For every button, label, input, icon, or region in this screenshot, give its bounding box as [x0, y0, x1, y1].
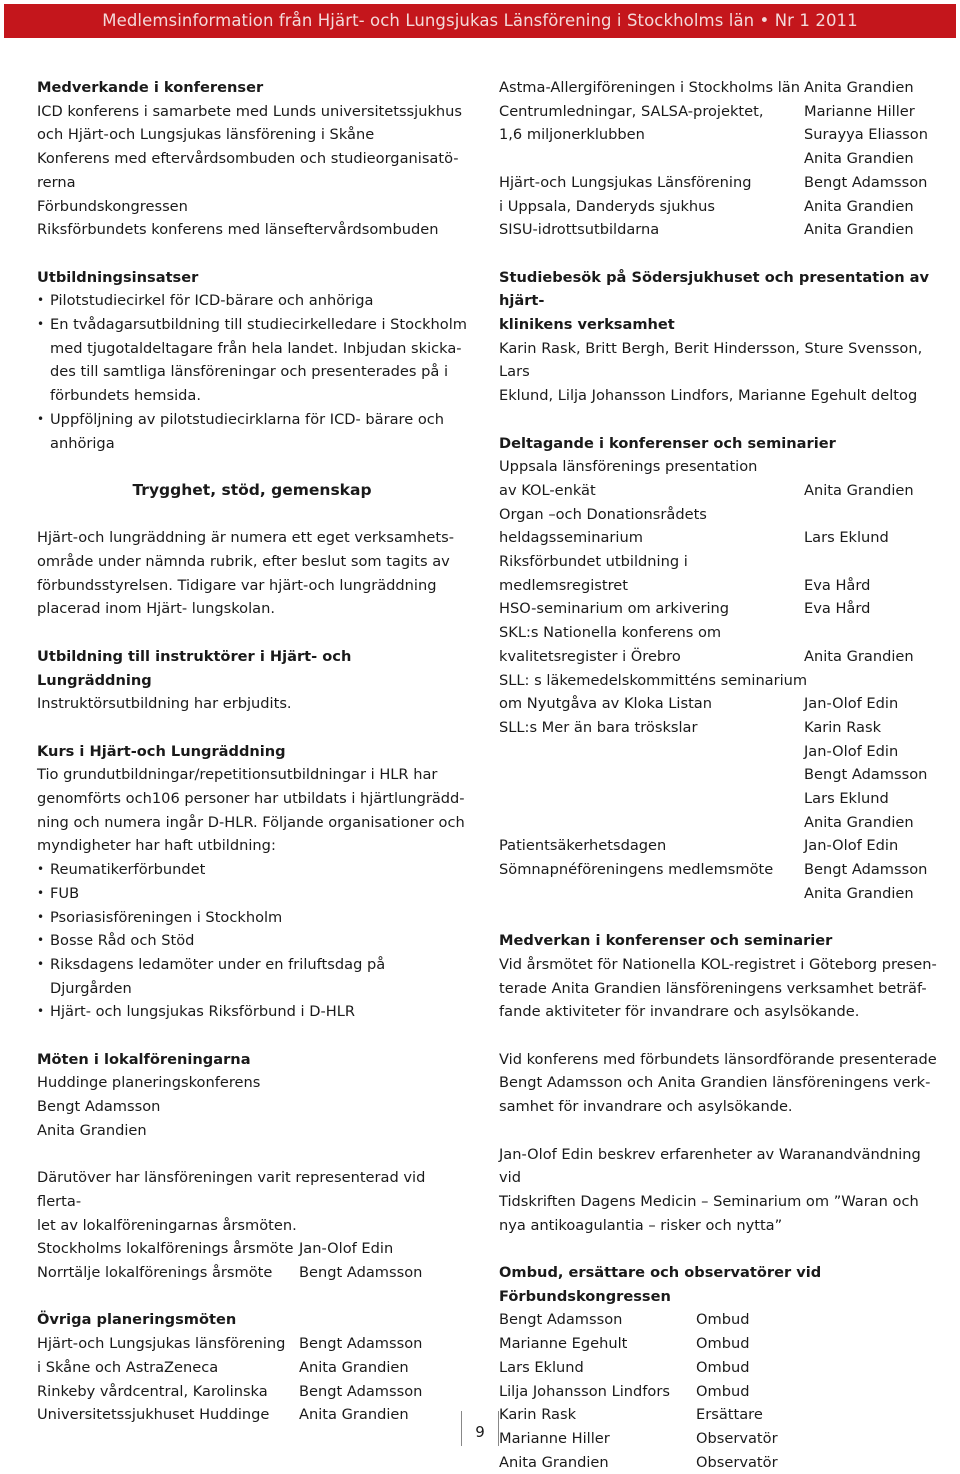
publication-title: Medlemsinformation från Hjärt- och Lungsjukas Länsförening i Stockholms län • Nr 1 2011	[102, 11, 858, 30]
row-label: Stockholms lokalförenings årsmöte	[37, 1240, 294, 1258]
table-row	[499, 1451, 939, 1474]
text-line: myndigheter har haft utbildning:	[37, 837, 276, 855]
left-column	[37, 76, 467, 1427]
bullet-continuation: med tjugotaldeltagare från hela landet. Inbjudan skicka-	[50, 339, 462, 357]
row-label: Karin Rask	[499, 1406, 577, 1424]
table-row	[499, 123, 939, 147]
text-line: Instruktörsutbildning har erbjudits.	[37, 695, 292, 713]
text-line: Anita Grandien	[37, 1121, 147, 1139]
row-label: SISU-idrottsutbildarna	[499, 221, 660, 239]
row-label: 1,6 miljonerklubben	[499, 126, 645, 144]
row-label: Marianne Egehult	[499, 1335, 628, 1353]
page-number-divider-left	[461, 1411, 462, 1446]
table-row	[37, 1380, 467, 1404]
section-heading-deltagande: Deltagande i konferenser och seminarier	[499, 434, 836, 452]
text-line: terade Anita Grandien länsföreningens verksamhet beträf-	[499, 979, 927, 997]
table-row	[499, 1308, 939, 1332]
row-label: Lars Eklund	[499, 1358, 584, 1376]
table-row	[499, 645, 939, 669]
section-heading-studiebesok: Studiebesök på Södersjukhuset och presentation av hjärt-	[499, 268, 930, 310]
row-label: kvalitetsregister i Örebro	[499, 647, 681, 665]
section-heading-medverkande: Medverkande i konferenser	[37, 79, 264, 96]
text-line: fande aktiviteter för invandrare och asylsökande.	[499, 1003, 860, 1021]
section-heading-kurs: Kurs i Hjärt-och Lungräddning	[37, 742, 286, 760]
row-value: Ersättare	[696, 1406, 763, 1424]
row-value: Anita Grandien	[804, 197, 914, 215]
row-label: Centrumledningar, SALSA-projektet,	[499, 102, 764, 120]
bullet-item: • Riksdagens ledamöter under en friluftsdag på Djurgården	[37, 953, 467, 1000]
text-line: Förbundskongressen	[37, 197, 188, 215]
text-line: och Hjärt-och Lungsjukas länsförening i Skåne	[37, 126, 375, 144]
table-row	[499, 692, 939, 716]
row-value: Karin Rask	[804, 718, 882, 736]
row-value: Ombud	[696, 1382, 750, 1400]
row-label: medlemsregistret	[499, 576, 628, 594]
table-row	[499, 503, 939, 527]
row-value: Anita Grandien	[299, 1406, 409, 1424]
row-label: Riksförbundet utbildning i	[499, 553, 688, 571]
row-value: Bengt Adamsson	[804, 766, 928, 784]
section-heading-ovriga: Övriga planeringsmöten	[37, 1311, 237, 1329]
row-value: Bengt Adamsson	[299, 1382, 423, 1400]
table-row	[499, 716, 939, 740]
row-label: i Uppsala, Danderyds sjukhus	[499, 197, 715, 215]
row-value: Jan-Olof Edin	[804, 837, 899, 855]
row-value: Jan-Olof Edin	[804, 742, 899, 760]
bullet-item: • FUB	[37, 882, 467, 906]
bullet-item: • Reumatikerförbundet	[37, 858, 467, 882]
table-row	[499, 834, 939, 858]
section-heading-trygghet: Trygghet, stöd, gemenskap	[132, 480, 372, 499]
table-row	[499, 597, 939, 621]
row-value: Ombud	[696, 1358, 750, 1376]
row-label: Sömnapnéföreningens medlemsmöte	[499, 861, 774, 879]
row-label	[499, 811, 804, 835]
text-line: förbundsstyrelsen. Tidigare var hjärt-och lungräddning	[37, 576, 437, 594]
row-label: SKL:s Nationella konferens om	[499, 624, 722, 642]
text-line: rerna	[37, 173, 76, 191]
row-value: Eva Hård	[804, 600, 871, 618]
table-row	[499, 76, 939, 100]
text-line: let av lokalföreningarnas årsmöten.	[37, 1216, 297, 1234]
row-value: Eva Hård	[804, 576, 871, 594]
row-value: Ombud	[696, 1311, 750, 1329]
table-row	[499, 574, 939, 598]
row-value: Bengt Adamsson	[299, 1264, 423, 1282]
row-value: Anita Grandien	[804, 481, 914, 499]
text-line: Jan-Olof Edin beskrev erfarenheter av Waranandvändning vid	[499, 1145, 921, 1187]
row-value: Jan-Olof Edin	[804, 695, 899, 713]
row-value: Lars Eklund	[804, 529, 889, 547]
row-label: SLL: s läkemedelskommitténs seminarium	[499, 671, 808, 689]
section-heading-utbildning: Utbildningsinsatser	[37, 268, 199, 286]
text-line: Därutöver har länsföreningen varit representerad vid flerta-	[37, 1169, 426, 1210]
row-value: Marianne Hiller	[804, 102, 915, 120]
row-value: Surayya Eliasson	[804, 126, 928, 144]
text-line: område under nämnda rubrik, efter beslut som tagits av	[37, 553, 450, 571]
row-value: Lars Eklund	[804, 790, 889, 808]
row-label: Astma-Allergiföreningen i Stockholms län	[499, 79, 800, 96]
row-value: Anita Grandien	[804, 813, 914, 831]
row-label: Anita Grandien	[499, 1453, 609, 1471]
row-label	[499, 882, 804, 906]
row-label: av KOL-enkät	[499, 481, 596, 499]
text-line: Vid årsmötet för Nationella KOL-registret i Göteborg presen-	[499, 955, 937, 973]
text-line: Vid konferens med förbundets länsordförande presenterade	[499, 1050, 937, 1068]
text-line: nya antikoagulantia – risker och nytta”	[499, 1216, 783, 1234]
table-row	[37, 1332, 467, 1356]
row-value: Bengt Adamsson	[804, 861, 928, 879]
text-line: placerad inom Hjärt- lungskolan.	[37, 600, 275, 618]
text-line: Huddinge planeringskonferens	[37, 1074, 261, 1092]
row-label	[499, 147, 804, 171]
row-label: i Skåne och AstraZeneca	[37, 1358, 219, 1376]
table-row	[499, 858, 939, 882]
row-value: Observatör	[696, 1429, 778, 1447]
text-line: samhet för invandrare och asylsökande.	[499, 1098, 793, 1116]
right-column	[499, 76, 939, 1474]
row-value: Bengt Adamsson	[299, 1335, 423, 1353]
row-value: Anita Grandien	[804, 884, 914, 902]
row-label: Rinkeby vårdcentral, Karolinska	[37, 1382, 268, 1400]
section-heading-instruktor: Utbildning till instruktörer i Hjärt- och Lungräddning	[37, 647, 352, 689]
section-heading-ombud: Ombud, ersättare och observatörer vid Förbundskongressen	[499, 1264, 822, 1305]
bullet-item: • Hjärt- och lungsjukas Riksförbund i D-HLR	[37, 1000, 467, 1024]
bullet-item: • Bosse Råd och Stöd	[37, 929, 467, 953]
table-row	[499, 1380, 939, 1404]
row-label: SLL:s Mer än bara tröskslar	[499, 718, 698, 736]
row-label: heldagsseminarium	[499, 529, 643, 547]
row-value: Bengt Adamsson	[804, 173, 928, 191]
row-label: Marianne Hiller	[499, 1429, 610, 1447]
text-line: genomförts och106 personer har utbildats i hjärtlungrädd-	[37, 790, 465, 808]
row-value: Observatör	[696, 1453, 778, 1471]
row-value: Jan-Olof Edin	[299, 1240, 394, 1258]
text-line: Konferens med eftervårdsombuden och studieorganisatö-	[37, 150, 459, 168]
text-line: Karin Rask, Britt Bergh, Berit Hindersson, Sture Svensson, Lars	[499, 339, 923, 381]
table-row	[499, 218, 939, 242]
row-value: Anita Grandien	[804, 79, 914, 96]
row-label: Hjärt-och Lungsjukas länsförening	[37, 1335, 286, 1353]
row-label: om Nyutgåva av Kloka Listan	[499, 695, 712, 713]
table-row	[499, 882, 939, 906]
text-line: ICD konferens i samarbete med Lunds universitetssjukhus	[37, 102, 463, 120]
table-row	[499, 100, 939, 124]
row-label: HSO-seminarium om arkivering	[499, 600, 730, 618]
text-line: Bengt Adamsson	[37, 1098, 161, 1116]
row-label: Norrtälje lokalförenings årsmöte	[37, 1264, 273, 1282]
text-line: Bengt Adamsson och Anita Grandien länsföreningens verk-	[499, 1074, 931, 1092]
row-label: Hjärt-och Lungsjukas Länsförening	[499, 173, 752, 191]
text-line: ning och numera ingår D-HLR. Följande organisationer och	[37, 813, 465, 831]
text-line: Hjärt-och lungräddning är numera ett eget verksamhets-	[37, 529, 454, 547]
bullet-item: • Uppföljning av pilotstudiecirklarna för ICD- bärare och	[37, 408, 467, 432]
table-row	[499, 195, 939, 219]
row-label	[499, 740, 804, 764]
table-row	[37, 1403, 467, 1427]
row-label: Universitetssjukhuset Huddinge	[37, 1406, 270, 1424]
table-row	[499, 1332, 939, 1356]
row-label: Patientsäkerhetsdagen	[499, 837, 667, 855]
table-row	[499, 787, 939, 811]
table-row	[499, 1403, 939, 1427]
bullet-item: • Pilotstudiecirkel för ICD-bärare och anhöriga	[37, 289, 467, 313]
table-row	[37, 1237, 467, 1261]
row-value: Ombud	[696, 1335, 750, 1353]
table-row	[499, 171, 939, 195]
row-label	[499, 763, 804, 787]
table-row	[499, 526, 939, 550]
bullet-continuation: des till samtliga länsföreningar och presenterades på i	[50, 363, 449, 381]
page-number-divider-right	[498, 1411, 499, 1446]
table-row	[499, 740, 939, 764]
page-number: 9	[475, 1423, 485, 1441]
table-row	[499, 1427, 939, 1451]
table-row	[499, 147, 939, 171]
bullet-item: • En tvådagarsutbildning till studiecirkelledare i Stockholm	[37, 313, 467, 337]
section-heading-studiebesok-cont: klinikens verksamhet	[499, 316, 675, 334]
table-row	[499, 455, 939, 479]
table-row	[37, 1356, 467, 1380]
table-row	[499, 621, 939, 645]
table-row	[37, 1261, 467, 1285]
section-heading-moten: Möten i lokalföreningarna	[37, 1050, 251, 1068]
table-row	[499, 1356, 939, 1380]
row-label	[499, 787, 804, 811]
table-row	[499, 669, 939, 693]
text-line: Eklund, Lilja Johansson Lindfors, Marianne Egehult deltog	[499, 387, 918, 405]
table-row	[499, 763, 939, 787]
row-value: Anita Grandien	[804, 647, 914, 665]
text-line: Tidskriften Dagens Medicin – Seminarium om ”Waran och	[499, 1192, 919, 1210]
row-label: Organ –och Donationsrådets	[499, 505, 707, 523]
row-label: Bengt Adamsson	[499, 1311, 623, 1329]
bullet-continuation: förbundets hemsida.	[50, 387, 201, 405]
text-line: Tio grundutbildningar/repetitionsutbildningar i HLR har	[37, 766, 438, 784]
bullet-continuation: anhöriga	[50, 434, 115, 452]
section-heading-medverkan: Medverkan i konferenser och seminarier	[499, 932, 833, 950]
row-label: Lilja Johansson Lindfors	[499, 1382, 670, 1400]
row-value: Anita Grandien	[804, 221, 914, 239]
row-label: Uppsala länsförenings presentation	[499, 458, 758, 476]
table-row	[499, 811, 939, 835]
table-row	[499, 550, 939, 574]
table-row	[499, 479, 939, 503]
text-line: Riksförbundets konferens med länseftervårdsombuden	[37, 221, 439, 239]
publication-header-bar	[4, 4, 956, 38]
row-value: Anita Grandien	[804, 150, 914, 168]
row-value: Anita Grandien	[299, 1358, 409, 1376]
bullet-item: • Psoriasisföreningen i Stockholm	[37, 906, 467, 930]
